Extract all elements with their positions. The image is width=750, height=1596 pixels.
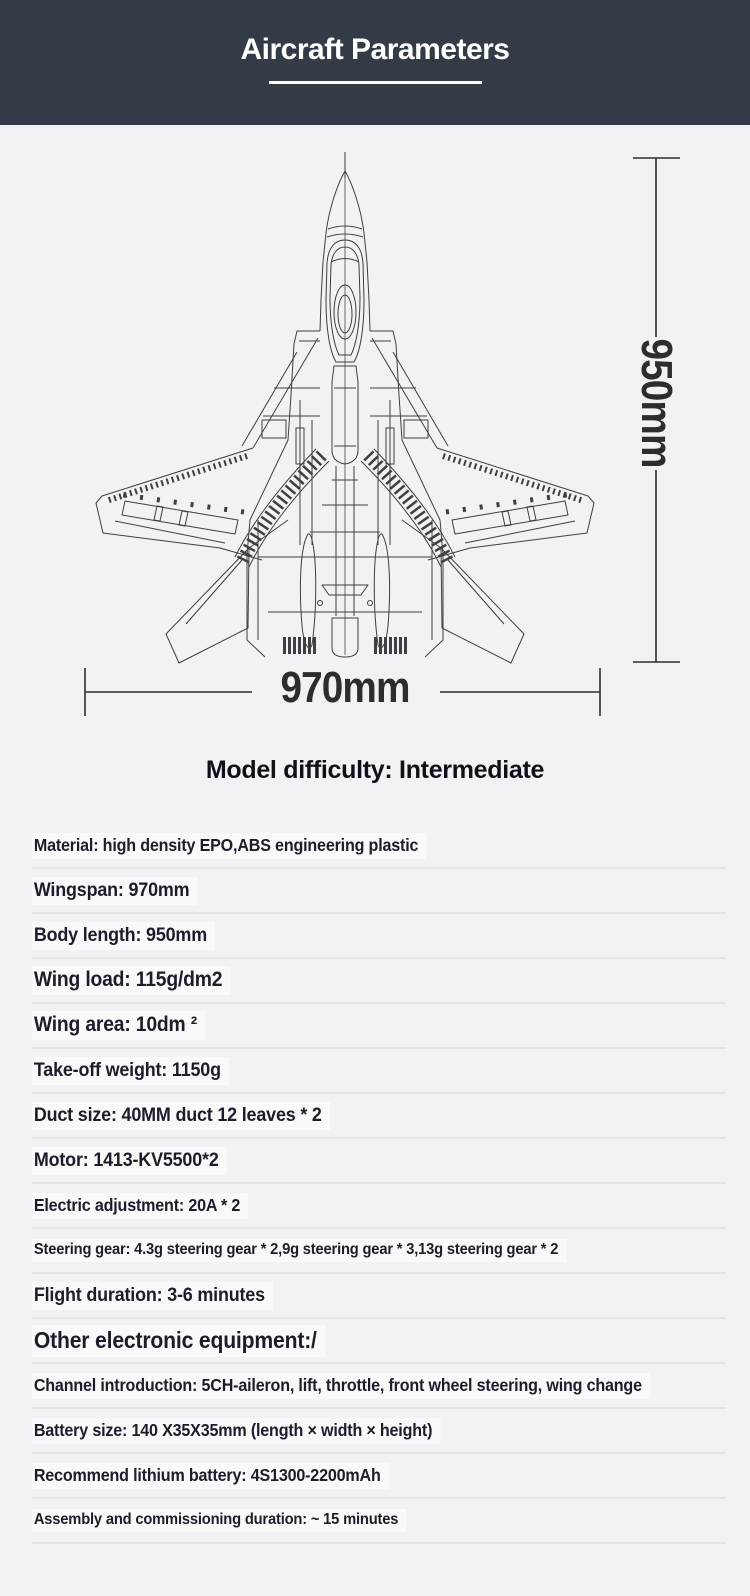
spec-row	[32, 1094, 726, 1139]
height-dimension-label: 950mm	[632, 338, 681, 468]
spec-row	[32, 1454, 726, 1499]
spec-row	[32, 1274, 726, 1319]
spec-label: Take-off weight: 1150g	[32, 1057, 229, 1085]
model-difficulty-heading: Model difficulty: Intermediate	[205, 756, 545, 784]
spec-label: Duct size: 40MM duct 12 leaves * 2	[32, 1102, 330, 1130]
spec-row	[32, 1229, 726, 1274]
spec-row	[32, 1004, 726, 1049]
spec-label: Other electronic equipment:/	[32, 1325, 325, 1357]
spec-row	[32, 1139, 726, 1184]
spec-label: Channel introduction: 5CH-aileron, lift, throttle, front wheel steering, wing change	[32, 1373, 650, 1399]
fuselage-centerline-group	[258, 152, 432, 657]
spec-label: Assembly and commissioning duration: ~ 15 minutes	[32, 1509, 407, 1532]
spec-label: Steering gear: 4.3g steering gear * 2,9g steering gear * 3,13g steering gear * 2	[32, 1239, 567, 1262]
spec-label: Wingspan: 970mm	[32, 877, 198, 905]
spec-label: Body length: 950mm	[32, 922, 215, 950]
header-band	[0, 0, 750, 125]
spec-label: Flight duration: 3-6 minutes	[32, 1282, 273, 1310]
spec-row	[32, 914, 726, 959]
spec-row	[32, 1499, 726, 1544]
spec-label: Motor: 1413-KV5500*2	[32, 1147, 227, 1175]
spec-label: Wing area: 10dm ²	[32, 1011, 205, 1040]
width-dimension-label: 970mm	[280, 663, 410, 712]
spec-row	[32, 959, 726, 1004]
spec-row	[32, 1184, 726, 1229]
spec-row	[32, 824, 726, 869]
spec-row	[32, 1409, 726, 1454]
spec-row	[32, 869, 726, 914]
spec-list	[32, 824, 726, 1544]
spec-row	[32, 1049, 726, 1094]
spec-label: Recommend lithium battery: 4S1300-2200mAh	[32, 1463, 389, 1489]
title-underline	[269, 81, 482, 84]
page-title: Aircraft Parameters	[240, 33, 510, 66]
spec-label: Electric adjustment: 20A * 2	[32, 1193, 248, 1219]
spec-row	[32, 1319, 726, 1364]
spec-label: Battery size: 140 X35X35mm (length × width × height)	[32, 1418, 441, 1444]
spec-label: Wing load: 115g/dm2	[32, 966, 231, 995]
spec-row	[32, 1364, 726, 1409]
aircraft-diagram	[0, 125, 750, 730]
spec-label: Material: high density EPO,ABS engineering plastic	[32, 833, 427, 859]
